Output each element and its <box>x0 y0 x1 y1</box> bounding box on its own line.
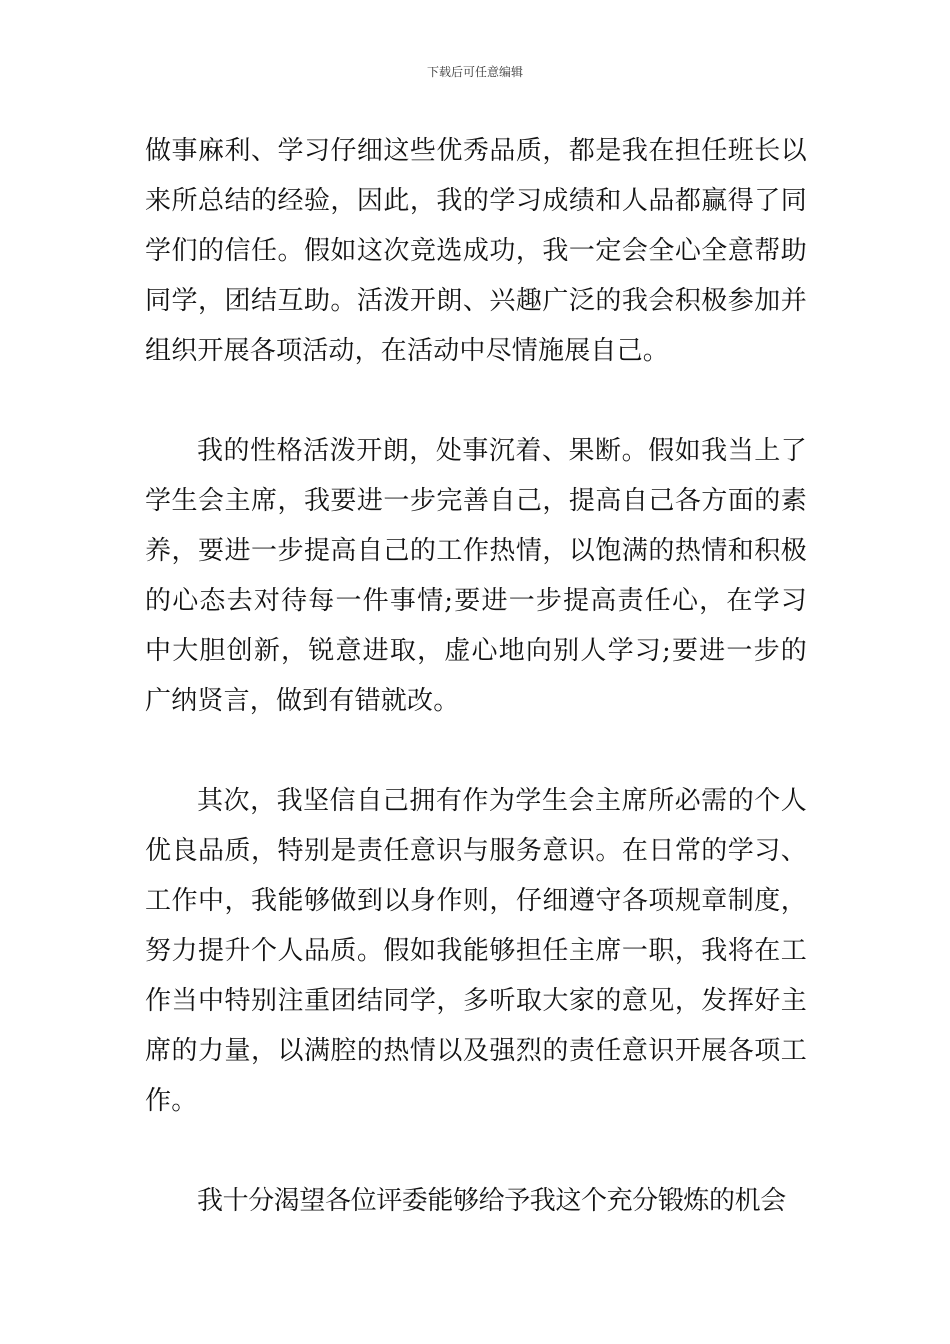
page-header-note: 下载后可任意编辑 <box>426 65 523 79</box>
document-body <box>145 126 807 1226</box>
paragraph-2: 我的性格活泼开朗，处事沉着、果断。假如我当上了学生会主席，我要进一步完善自己，提高自己各方面的素养，要进一步提高自己的工作热情，以饱满的热情和积极的心态去对待每一件事情;要进一步提高责任心，在学习中大胆创新，锐意进取，虚心地向别人学习;要进一步的广纳贤言，做到有错就改。 <box>145 436 807 716</box>
paragraph-1: 做事麻利、学习仔细这些优秀品质，都是我在担任班长以来所总结的经验，因此，我的学习成绩和人品都赢得了同学们的信任。假如这次竞选成功，我一定会全心全意帮助同学，团结互助。活泼开朗、兴趣广泛的我会积极参加并组织开展各项活动，在活动中尽情施展自己。 <box>145 136 807 366</box>
paragraph-4: 我十分渴望各位评委能够给予我这个充分锻炼的机会 <box>197 1186 786 1216</box>
paragraph-gap <box>145 1126 807 1176</box>
paragraph-gap <box>145 726 807 776</box>
paragraph-gap <box>145 376 807 426</box>
paragraph-3: 其次，我坚信自己拥有作为学生会主席所必需的个人优良品质，特别是责任意识与服务意识。在日常的学习、工作中，我能够做到以身作则，仔细遵守各项规章制度，努力提升个人品质。假如我能够担任主席一职，我将在工作当中特别注重团结同学，多听取大家的意见，发挥好主席的力量，以满腔的热情以及强烈的责任意识开展各项工作。 <box>145 786 807 1116</box>
